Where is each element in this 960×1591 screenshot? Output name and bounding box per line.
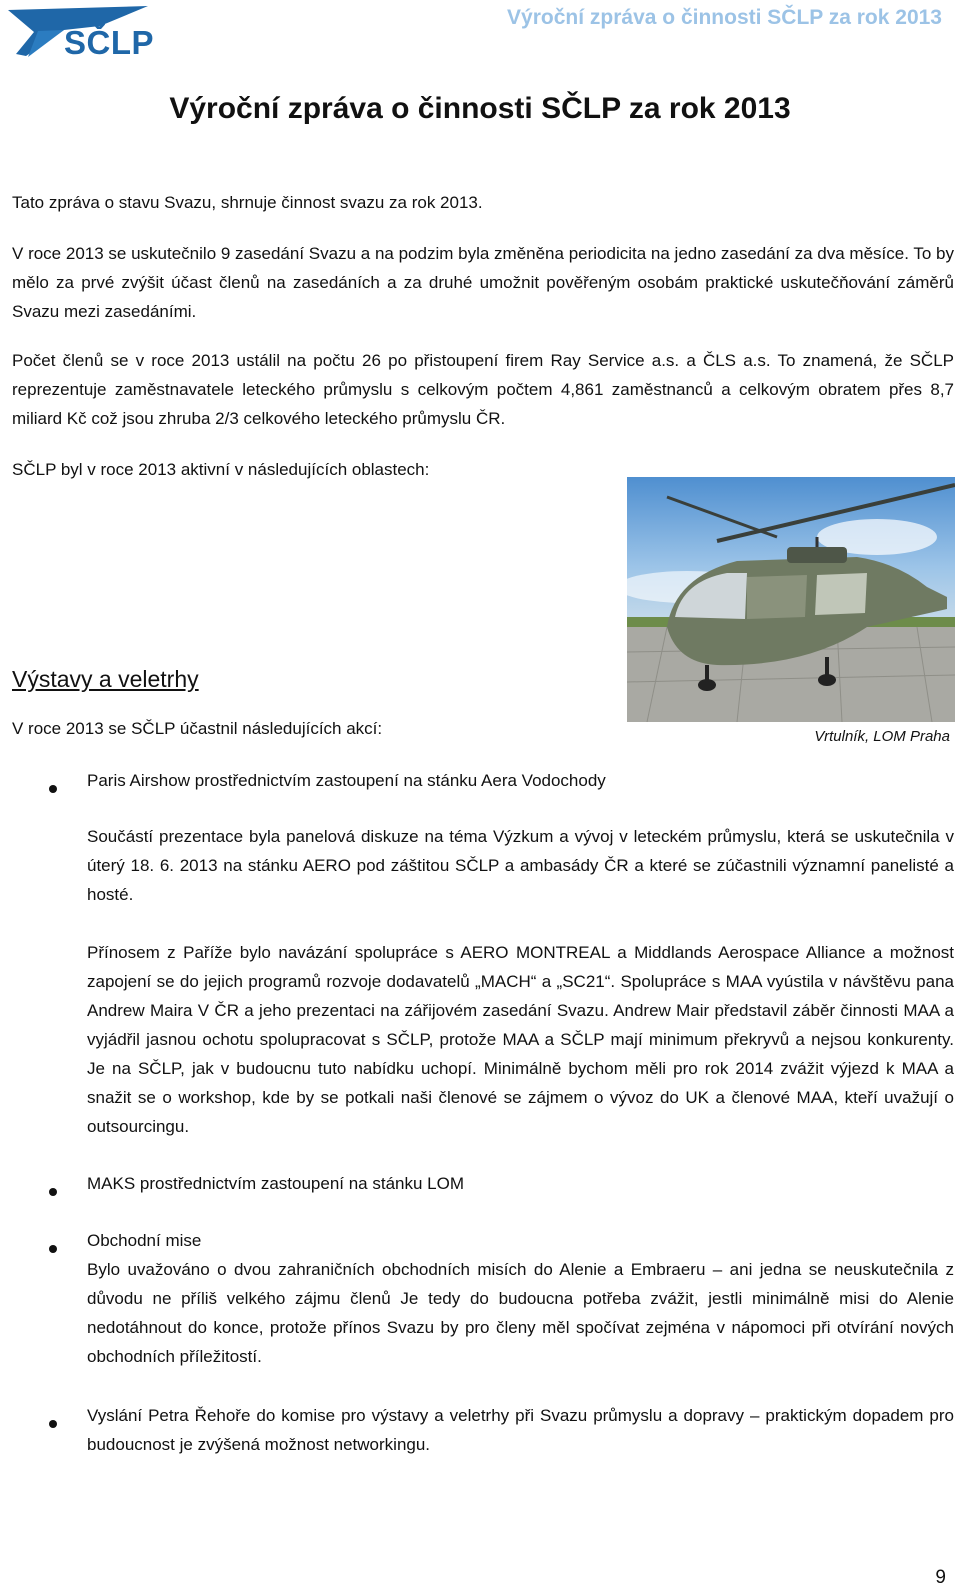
areas-paragraph: SČLP byl v roce 2013 aktivní v následujících oblastech: [12, 460, 430, 479]
running-header-title: Výroční zpráva o činnosti SČLP za rok 2013 [507, 6, 942, 29]
paris-benefit-paragraph: Přínosem z Paříže bylo navázání spolupráce s AERO MONTREAL a Middlands Aerospace Alliance a možnost zapojení se do jejich programů rozvoje dodavatelů „MACH“ a „SC21“. Spolupráce s MAA vyústila v návštěvu pana Andrew Maira V ČR a jeho prezentaci na zářijovém zasedání Svazu. Andrew Mair představil záběr činnosti MAA a vyjádřil jasnou ochotu spolupracovat s SČLP, protože MAA a SČLP mají minimum překryvů a nejsou konkurenty. Je na SČLP, jak v budoucnu tuto nabídku uchopí. Minimálně bychom měli pro rok 2014 zvážit výjezd k MAA a snažit se o workshop, kde by se potkali naši členové se zájmem o vývoz do UK a členové MAA, kteří uvažují o outsourcingu. [87, 943, 954, 1136]
helicopter-photo [627, 477, 955, 722]
sclp-logo [8, 4, 158, 62]
exhibitions-lead: V roce 2013 se SČLP účastnil následujících akcí: [12, 719, 383, 738]
bullet-trade-mission: Obchodní mise [87, 1231, 202, 1250]
bullet-maks: MAKS prostřednictvím zastoupení na stánku LOM [87, 1174, 465, 1193]
logo-text: SČLP [64, 24, 155, 61]
bullet-committee: Vyslání Petra Řehoře do komise pro výstavy a veletrhy při Svazu průmyslu a dopravy – praktickým dopadem pro budoucnost je zvýšená možnost networkingu. [87, 1406, 954, 1454]
page-number: 9 [935, 1567, 946, 1588]
members-paragraph: Počet členů se v roce 2013 ustálil na počtu 26 po přistoupení firem Ray Service a.s. a ČLS a.s. To znamená, že SČLP reprezentuje zaměstnavatele leteckého průmyslu s celkovým počtem 4,861 zaměstnanců a celkovým obratem přes 8,7 miliard Kč což jsou zhruba 2/3 celkového leteckého průmyslu ČR. [12, 351, 954, 428]
meetings-paragraph: V roce 2013 se uskutečnilo 9 zasedání Svazu a na podzim byla změněna periodicita na jedno zasedání za dva měsíce. To by mělo za prvé zvýšit účast členů na zasedáních a za druhé umožnit pověřeným osobám praktické uskutečňování záměrů Svazu mezi zasedáními. [12, 244, 954, 321]
photo-caption: Vrtulník, LOM Praha [814, 728, 950, 745]
bullet-icon [49, 785, 57, 793]
bullet-paris-airshow: Paris Airshow prostřednictvím zastoupení na stánku Aera Vodochody [87, 771, 606, 790]
paris-panel-paragraph: Součástí prezentace byla panelová diskuze na téma Výzkum a vývoj v leteckém průmyslu, která se uskutečnila v úterý 18. 6. 2013 na stánku AERO pod záštitou SČLP a ambasády ČR a které se zúčastnili významní panelisté a hosté. [87, 827, 954, 904]
bullet-icon [49, 1420, 57, 1428]
section-title-exhibitions: Výstavy a veletrhy [12, 666, 199, 692]
bullet-icon [49, 1188, 57, 1196]
document-title: Výroční zpráva o činnosti SČLP za rok 2013 [169, 92, 791, 125]
intro-paragraph: Tato zpráva o stavu Svazu, shrnuje činnost svazu za rok 2013. [12, 193, 483, 212]
trade-mission-paragraph: Bylo uvažováno o dvou zahraničních obchodních misích do Alenie a Embraeru – ani jedna se neuskutečnila z důvodu ne příliš velkého zájmu členů Je tedy do budoucna potřeba zvážit, jestli minimálně misi do Alenie nedotáhnout do konce, protože přínos Svazu by pro členy měl spočívat zejména v nápomoci při otvírání nových obchodních příležitostí. [87, 1260, 954, 1366]
bullet-icon [49, 1245, 57, 1253]
